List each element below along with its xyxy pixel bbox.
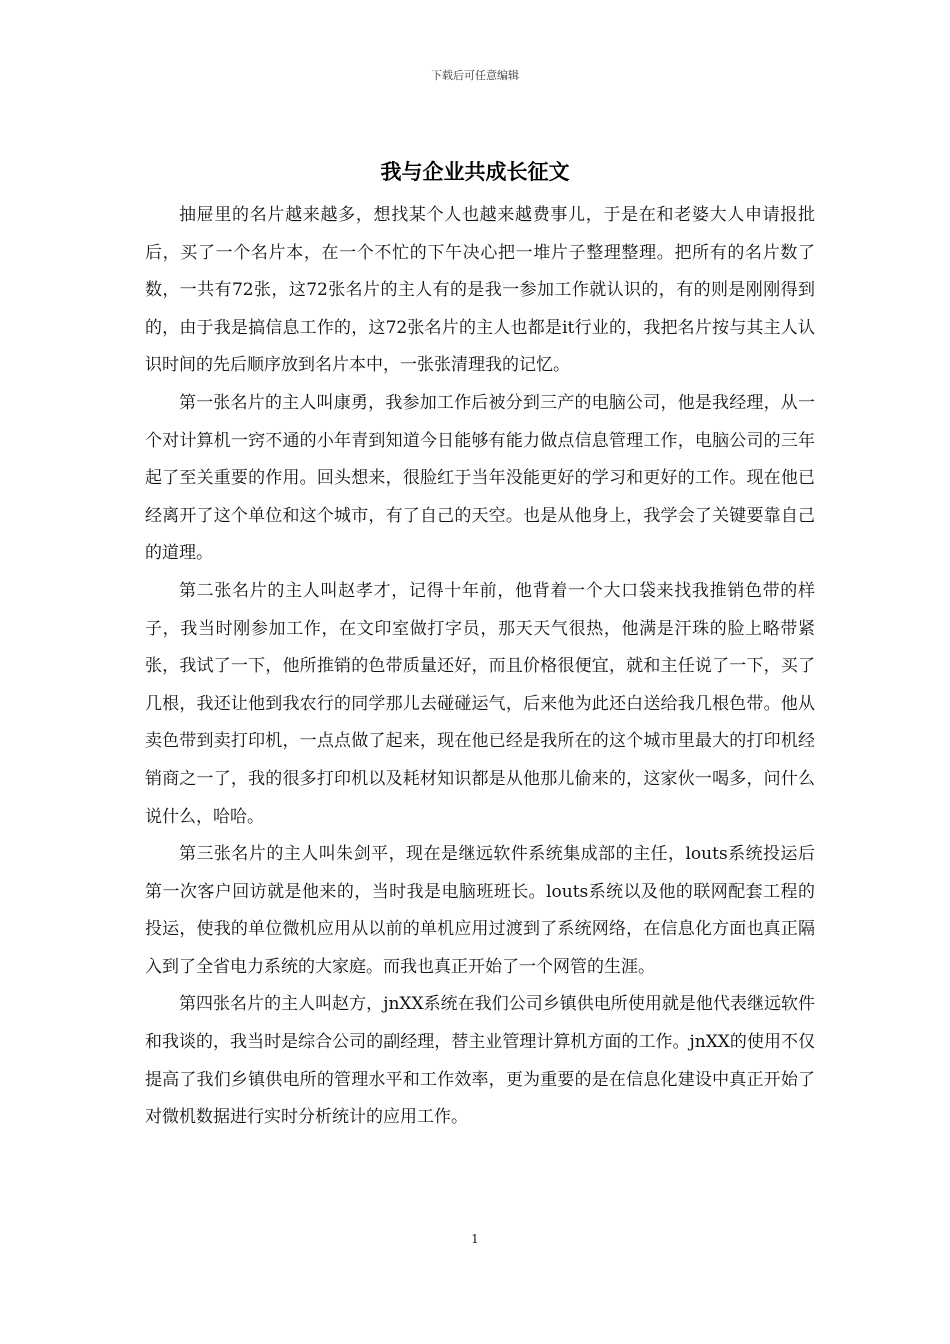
header-note: 下载后可任意编辑: [431, 69, 519, 82]
document-body: [145, 197, 815, 1137]
paragraph-3: 第二张名片的主人叫赵孝才，记得十年前，他背着一个大口袋来找我推销色带的样子，我当时刚参加工作，在文印室做打字员，那天天气很热，他满是汗珠的脸上略带紧张，我试了一下，他所推销的色带质量还好，而且价格很便宜，就和主任说了一下，买了几根，我还让他到我农行的同学那儿去碰碰运气，后来他为此还白送给我几根色带。他从卖色带到卖打印机，一点点做了起来，现在他已经是我所在的这个城市里最大的打印机经销商之一了，我的很多打印机以及耗材知识都是从他那儿偷来的，这家伙一喝多，问什么说什么，哈哈。: [145, 580, 815, 827]
paragraph-4: 第三张名片的主人叫朱剑平，现在是继远软件系统集成部的主任，louts系统投运后第一次客户回访就是他来的，当时我是电脑班班长。louts系统以及他的联网配套工程的投运，使我的单位微机应用从以前的单机应用过渡到了系统网络，在信息化方面也真正隔入到了全省电力系统的大家庭。而我也真正开始了一个网管的生涯。: [145, 844, 815, 977]
page-number: 1: [471, 1232, 479, 1246]
paragraph-5: 第四张名片的主人叫赵方，jnXX系统在我们公司乡镇供电所使用就是他代表继远软件和我谈的，我当时是综合公司的副经理，替主业管理计算机方面的工作。jnXX的使用不仅提高了我们乡镇供电所的管理水平和工作效率，更为重要的是在信息化建设中真正开始了对微机数据进行实时分析统计的应用工作。: [145, 994, 815, 1128]
document-title: 我与企业共成长征文: [380, 160, 570, 184]
paragraph-1: 抽屉里的名片越来越多，想找某个人也越来越费事儿，于是在和老婆大人申请报批后，买了一个名片本，在一个不忙的下午决心把一堆片子整理整理。把所有的名片数了数，一共有72张，这72张名片的主人有的是我一参加工作就认识的，有的则是刚刚得到的，由于我是搞信息工作的，这72张名片的主人也都是it行业的，我把名片按与其主人认识时间的先后顺序放到名片本中，一张张清理我的记忆。: [145, 205, 815, 376]
paragraph-2: 第一张名片的主人叫康勇，我参加工作后被分到三产的电脑公司，他是我经理，从一个对计算机一窍不通的小年青到知道今日能够有能力做点信息管理工作，电脑公司的三年起了至关重要的作用。回头想来，很脸红于当年没能更好的学习和更好的工作。现在他已经离开了这个单位和这个城市，有了自己的天空。也是从他身上，我学会了关键要靠自己的道理。: [145, 392, 815, 564]
